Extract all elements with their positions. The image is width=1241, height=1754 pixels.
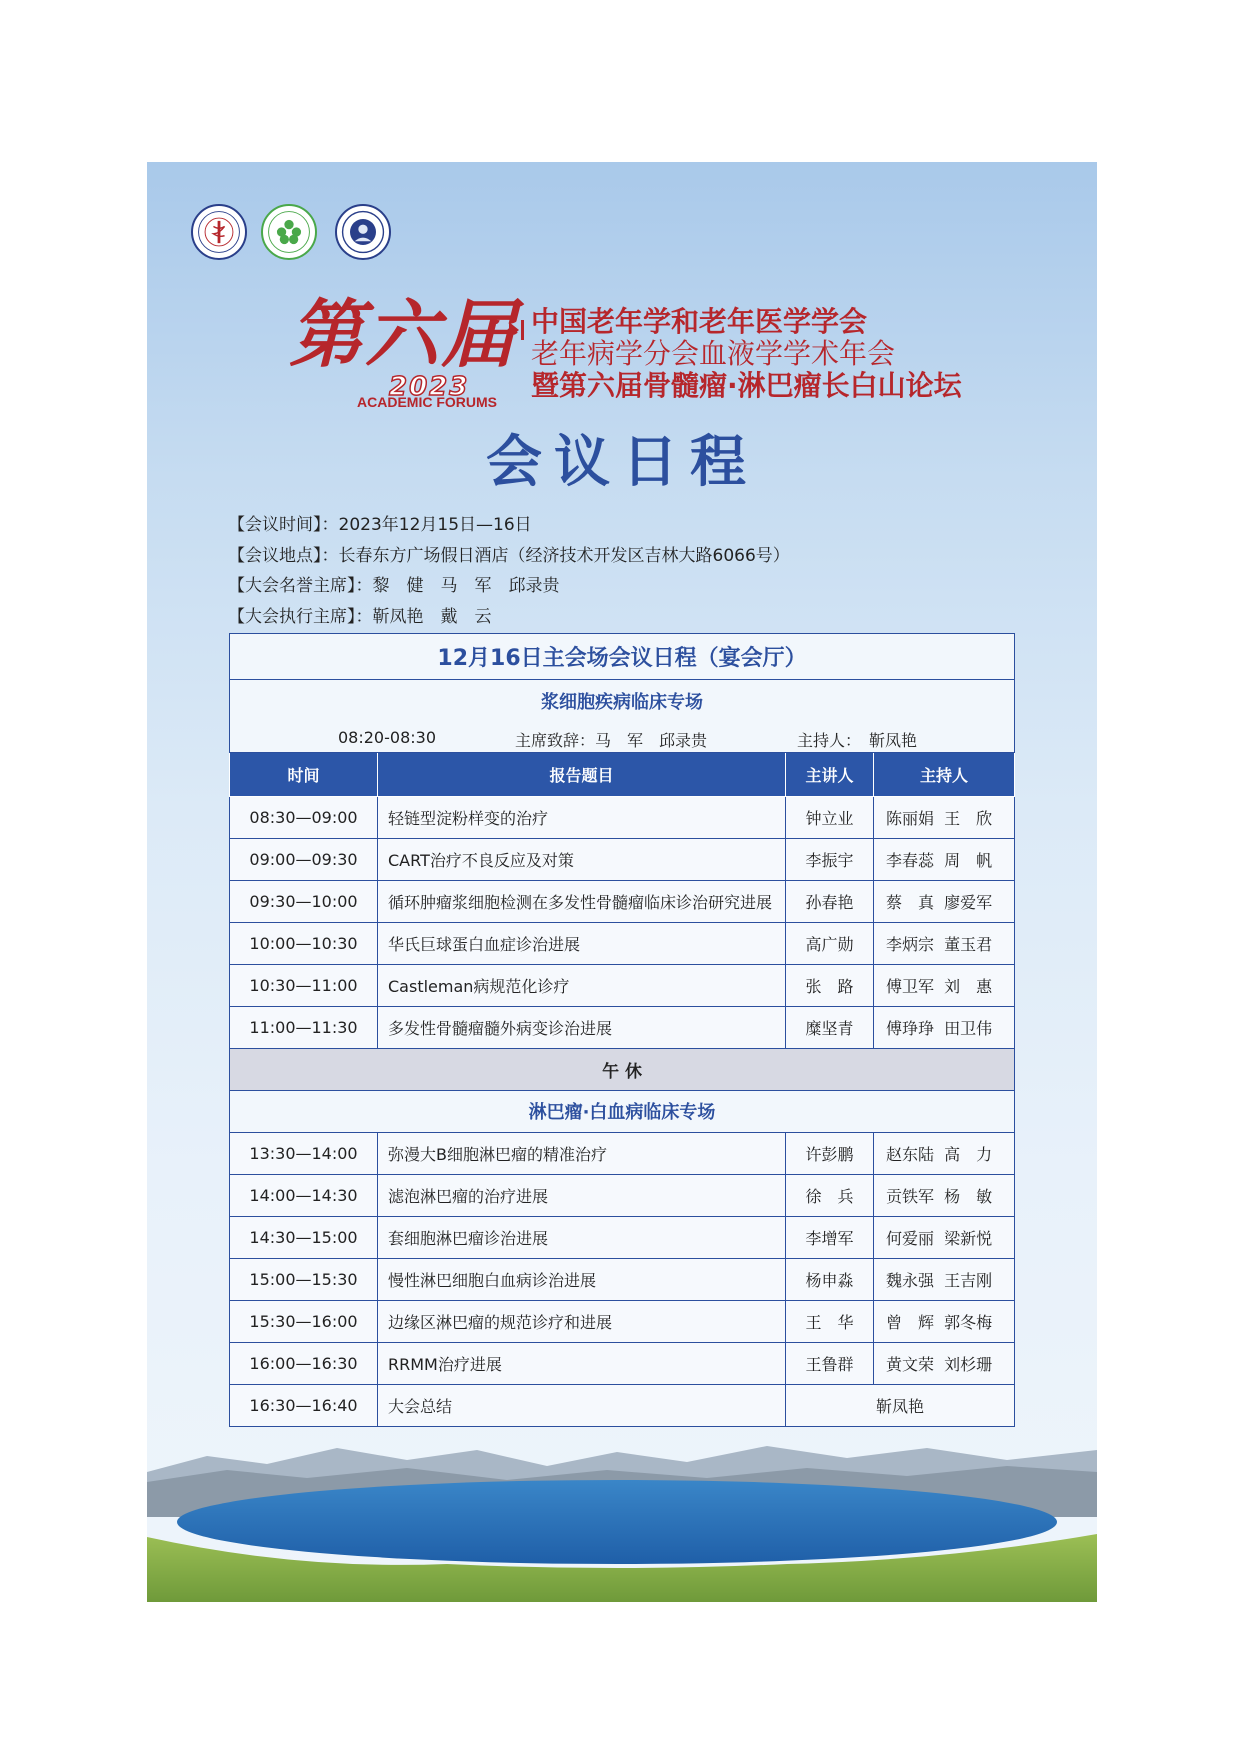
row-speaker: 徐 兵 [786,1174,874,1216]
row-speaker: 糜坚青 [786,1006,874,1048]
conference-line-3: 暨第六届骨髓瘤·淋巴瘤长白山论坛 [531,369,962,402]
row-host: 傅琤琤 田卫伟 [874,1006,1015,1048]
row-time: 15:30—16:00 [230,1300,378,1342]
row-topic: 弥漫大B细胞淋巴瘤的精准治疗 [378,1132,786,1174]
row-topic: 轻链型淀粉样变的治疗 [378,796,786,838]
row-time: 10:00—10:30 [230,922,378,964]
row-host: 曾 辉 郭冬梅 [874,1300,1015,1342]
row-time: 08:30—09:00 [230,796,378,838]
year-label: 2023 [389,372,470,402]
table-row [230,1006,1015,1048]
row-speaker: 孙春艳 [786,880,874,922]
rows-session-1 [230,796,1015,1048]
table-row [230,796,1015,838]
table-row [230,880,1015,922]
table-row [230,1258,1015,1300]
table-row [230,964,1015,1006]
row-topic: 华氏巨球蛋白血症诊治进展 [378,922,786,964]
row-topic: RRMM治疗进展 [378,1342,786,1384]
closing-speaker: 靳凤艳 [786,1384,1015,1426]
row-time: 15:00—15:30 [230,1258,378,1300]
row-time: 14:00—14:30 [230,1174,378,1216]
row-speaker: 王 华 [786,1300,874,1342]
row-time: 09:00—09:30 [230,838,378,880]
edition-title: 第六届 [289,292,517,378]
forums-label: ACADEMIC FORUMS [357,394,497,410]
row-topic: CART治疗不良反应及对策 [378,838,786,880]
table-header-row [230,752,1015,796]
row-speaker: 张 路 [786,964,874,1006]
row-host: 黄文荣 刘杉珊 [874,1342,1015,1384]
table-row [230,922,1015,964]
row-time: 16:00—16:30 [230,1342,378,1384]
play-arrow-icon [509,322,519,338]
row-time: 13:30—14:00 [230,1132,378,1174]
row-time: 10:30—11:00 [230,964,378,1006]
section-row [230,680,1015,722]
row-host: 贡铁军 杨 敏 [874,1174,1015,1216]
lunch-break: 午 休 [230,1048,1015,1090]
row-host: 蔡 真 廖爱军 [874,880,1015,922]
row-speaker: 高广勋 [786,922,874,964]
row-topic: 套细胞淋巴瘤诊治进展 [378,1216,786,1258]
table-row [230,1174,1015,1216]
meeting-place: 【会议地点】：长春东方广场假日酒店（经济技术开发区吉林大路6066号） [228,546,790,566]
row-speaker: 王鲁群 [786,1342,874,1384]
lunch-break-row [230,1048,1015,1090]
header-topic: 报告题目 [378,752,786,796]
meeting-time: 【会议时间】：2023年12月15日—16日 [228,515,532,535]
table-row [230,1342,1015,1384]
section-row [230,1090,1015,1132]
branch-logo-icon [261,204,317,260]
row-speaker: 杨申淼 [786,1258,874,1300]
opening-speech: 主席致辞：马 军 邱录贵 [515,730,708,750]
row-host: 李春蕊 周 帆 [874,838,1015,880]
table-row [230,838,1015,880]
poster [147,162,1097,1602]
closing-time: 16:30—16:40 [230,1384,378,1426]
header-time: 时间 [230,752,378,796]
row-topic: Castleman病规范化诊疗 [378,964,786,1006]
section-title-lymphoma: 淋巴瘤·白血病临床专场 [230,1090,1015,1132]
rows-session-2 [230,1132,1015,1384]
row-time: 14:30—15:00 [230,1216,378,1258]
conference-line-2: 老年病学分会血液学学术年会 [531,337,896,370]
header-speaker: 主讲人 [786,752,874,796]
opening-time: 08:20-08:30 [338,727,436,747]
row-host: 傅卫军 刘 惠 [874,964,1015,1006]
table-row [230,1300,1015,1342]
conference-line-1: 中国老年学和老年医学学会 [531,305,868,338]
row-topic: 滤泡淋巴瘤的治疗进展 [378,1174,786,1216]
header-host: 主持人 [874,752,1015,796]
opening-host: 主持人： 靳凤艳 [797,730,918,750]
opening-row [230,722,1015,753]
row-topic: 边缘区淋巴瘤的规范诊疗和进展 [378,1300,786,1342]
table-title: 12月16日主会场会议日程（宴会厅） [230,634,1015,680]
row-host: 赵东陆 高 力 [874,1132,1015,1174]
lake-landscape-image [147,1442,1097,1602]
honorary-chair: 【大会名誉主席】：黎 健 马 军 邱录贵 [228,576,560,596]
row-host: 陈丽娟 王 欣 [874,796,1015,838]
table-row [230,1132,1015,1174]
row-host: 魏永强 王吉刚 [874,1258,1015,1300]
schedule-table [229,633,1015,1427]
row-speaker: 李振宇 [786,838,874,880]
title-divider [521,320,524,340]
row-speaker: 许彭鹏 [786,1132,874,1174]
agenda-title: 会议日程 [486,430,758,495]
society-logo-icon [191,204,247,260]
table-title-row [230,634,1015,680]
section-title-plasma: 浆细胞疾病临床专场 [230,680,1015,722]
row-host: 何爱丽 梁新悦 [874,1216,1015,1258]
table-row [230,1216,1015,1258]
executive-chair: 【大会执行主席】：靳凤艳 戴 云 [228,607,492,627]
row-speaker: 李增军 [786,1216,874,1258]
table-row [230,1384,1015,1426]
row-topic: 多发性骨髓瘤髓外病变诊治进展 [378,1006,786,1048]
row-time: 11:00—11:30 [230,1006,378,1048]
row-topic: 慢性淋巴细胞白血病诊治进展 [378,1258,786,1300]
row-topic: 循环肿瘤浆细胞检测在多发性骨髓瘤临床诊治研究进展 [378,880,786,922]
row-host: 李炳宗 董玉君 [874,922,1015,964]
closing-topic: 大会总结 [378,1384,786,1426]
row-speaker: 钟立业 [786,796,874,838]
hospital-logo-icon [335,204,391,260]
row-time: 09:30—10:00 [230,880,378,922]
